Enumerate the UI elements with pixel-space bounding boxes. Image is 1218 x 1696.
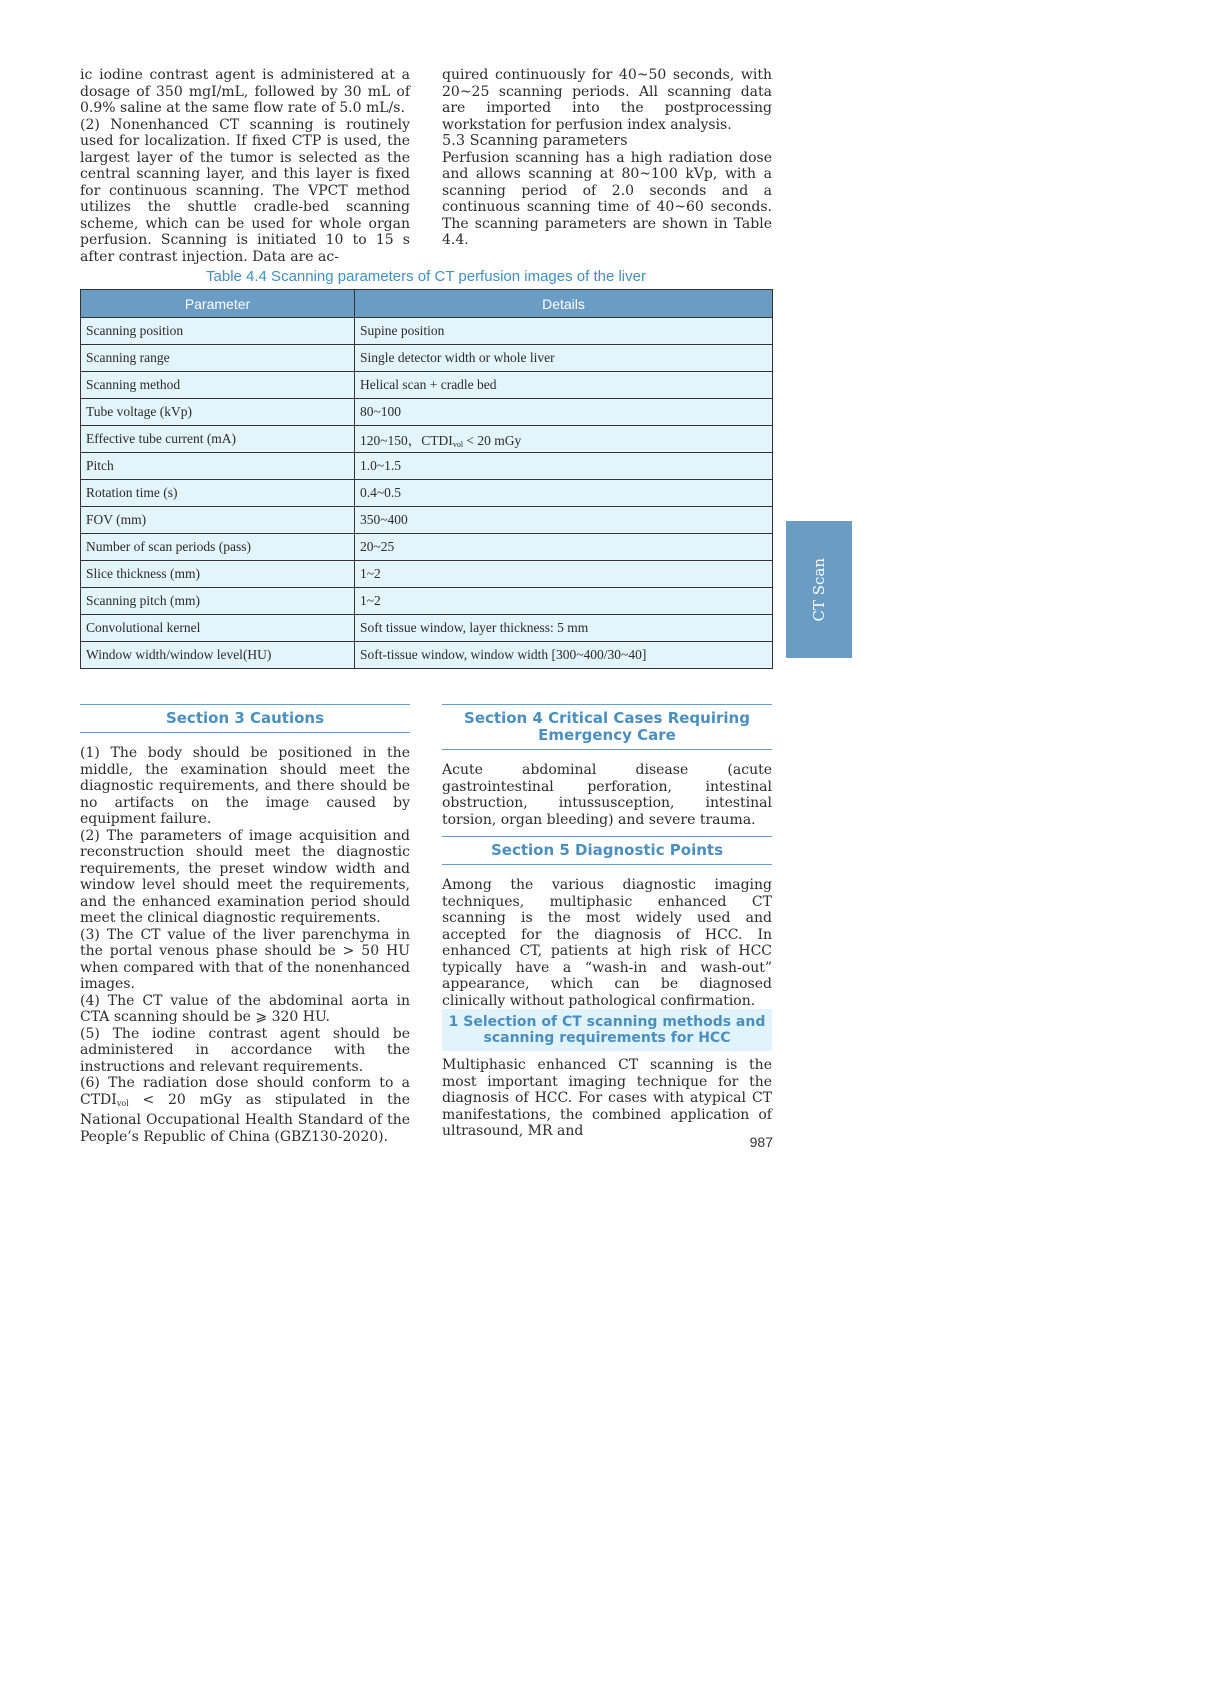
table-header-row: [81, 290, 773, 318]
table-cell: Scanning pitch (mm): [81, 588, 355, 615]
item-text: (6) The radiation dose should conform to a CTDI: [80, 1075, 410, 1108]
item-text: < 20 mGy as stipulated in the National Occupational Health Standard of the People’s Republic of China (GBZ130-2020).: [80, 1091, 410, 1145]
table-cell: Supine position: [355, 318, 773, 345]
table-cell: 1~2: [355, 588, 773, 615]
table-cell: Scanning method: [81, 372, 355, 399]
paragraph: quired continuously for 40~50 seconds, with 20~25 scanning periods. All scanning data are imported into the postprocessing workstation for perfusion index analysis.: [442, 67, 772, 133]
paragraph: Multiphasic enhanced CT scanning is the most important imaging technique for the diagnosis of HCC. For cases with atypical CT manifestations, the combined application of ultrasound, MR and: [442, 1057, 772, 1139]
table-cell: Scanning position: [81, 318, 355, 345]
chapter-side-tab: [786, 521, 852, 658]
subsection-heading: 5.3 Scanning parameters: [442, 133, 628, 149]
table-row: [81, 453, 773, 480]
caution-item: (2) The parameters of image acquisition and reconstruction should meet the diagnostic requirements, the preset window width and window level should meet the requirements, and the enhanced examination period should meet the clinical diagnostic requirements.: [80, 827, 410, 926]
paragraph: ic iodine contrast agent is administered at a dosage of 350 mgI/mL, followed by 30 mL of 0.9% saline at the same flow rate of 5.0 mL/s.: [80, 67, 410, 116]
section-3-title: Section 3 Cautions: [80, 704, 410, 733]
section-4-title: Section 4 Critical Cases Requiring Emergency Care: [442, 704, 772, 750]
table-row: [81, 345, 773, 372]
paragraph: Perfusion scanning has a high radiation dose and allows scanning at 80~100 kVp, with a scanning period of 2.0 seconds and a continuous scanning time of 40~60 seconds. The scanning parameters are shown in Table 4.4.: [442, 149, 772, 248]
scanning-parameters-table: [80, 289, 773, 669]
table-cell: Scanning range: [81, 345, 355, 372]
paragraph: Among the various diagnostic imaging techniques, multiphasic enhanced CT scanning is the most widely used and accepted for the diagnosis of HCC. In enhanced CT, patients at high risk of HCC typically have a “wash-in and wash-out” appearance, which can be diagnosed clinically without pathological confirmation.: [442, 877, 772, 1009]
table-caption: Table 4.4 Scanning parameters of CT perfusion images of the liver: [206, 268, 646, 285]
column-header: Parameter: [81, 290, 355, 318]
table-cell: 1~2: [355, 561, 773, 588]
caution-item: (5) The iodine contrast agent should be administered in accordance with the instructions and relevant requirements.: [80, 1025, 410, 1075]
table-cell: Helical scan + cradle bed: [355, 372, 773, 399]
caution-item: (3) The CT value of the liver parenchyma in the portal venous phase should be > 50 HU when compared with that of the nonenhanced images.: [80, 926, 410, 992]
top-left-column: [80, 67, 410, 265]
caution-item: [80, 1075, 410, 1145]
side-tab-label: CT Scan: [810, 557, 828, 622]
table-cell: [355, 426, 773, 453]
table-row: [81, 534, 773, 561]
table-cell: FOV (mm): [81, 507, 355, 534]
table-cell: 20~25: [355, 534, 773, 561]
table-cell: 350~400: [355, 507, 773, 534]
table-cell: 80~100: [355, 399, 773, 426]
cell-text: < 20 mGy: [463, 433, 522, 448]
table-cell: Tube voltage (kVp): [81, 399, 355, 426]
table-cell: Slice thickness (mm): [81, 561, 355, 588]
table-cell: Convolutional kernel: [81, 615, 355, 642]
page-number: 987: [749, 1134, 773, 1150]
table-row: [81, 588, 773, 615]
table-row: [81, 426, 773, 453]
table-row: [81, 507, 773, 534]
top-right-column: [442, 67, 772, 249]
section-4-5-column: [442, 704, 772, 1140]
table-cell: Number of scan periods (pass): [81, 534, 355, 561]
table-row: [81, 318, 773, 345]
section-3-column: [80, 704, 410, 1145]
caution-item: (1) The body should be positioned in the middle, the examination should meet the diagnostic requirements, and there should be no artifacts on the image caused by equipment failure.: [80, 745, 410, 827]
table-row: [81, 372, 773, 399]
table-cell: 0.4~0.5: [355, 480, 773, 507]
table-row: [81, 642, 773, 669]
table-row: [81, 561, 773, 588]
table-cell: Pitch: [81, 453, 355, 480]
table-row: [81, 399, 773, 426]
subscript: vol: [452, 440, 464, 449]
caution-item: (4) The CT value of the abdominal aorta in CTA scanning should be ⩾ 320 HU.: [80, 992, 410, 1025]
subscript: vol: [116, 1098, 129, 1108]
table-cell: Effective tube current (mA): [81, 426, 355, 453]
column-header: Details: [355, 290, 773, 318]
table-row: [81, 480, 773, 507]
table-cell: Single detector width or whole liver: [355, 345, 773, 372]
table-cell: Window width/window level(HU): [81, 642, 355, 669]
cell-text: 120~150，CTDI: [360, 433, 453, 448]
section-5-title: Section 5 Diagnostic Points: [442, 836, 772, 865]
table-cell: Rotation time (s): [81, 480, 355, 507]
table-cell: 1.0~1.5: [355, 453, 773, 480]
subsection-title: 1 Selection of CT scanning methods and scanning requirements for HCC: [442, 1009, 772, 1051]
table-cell: Soft tissue window, layer thickness: 5 mm: [355, 615, 773, 642]
table-row: [81, 615, 773, 642]
paragraph: (2) Nonenhanced CT scanning is routinely used for localization. If fixed CTP is used, the largest layer of the tumor is selected as the central scanning layer, and this layer is fixed for continuous scanning. The VPCT method utilizes the shuttle cradle-bed scanning scheme, which can be used for whole organ perfusion. Scanning is initiated 10 to 15 s after contrast injection. Data are ac-: [80, 116, 410, 265]
paragraph: Acute abdominal disease (acute gastrointestinal perforation, intestinal obstruction, intussusception, intestinal torsion, organ bleeding) and severe trauma.: [442, 762, 772, 828]
table-cell: Soft-tissue window, window width [300~400/30~40]: [355, 642, 773, 669]
